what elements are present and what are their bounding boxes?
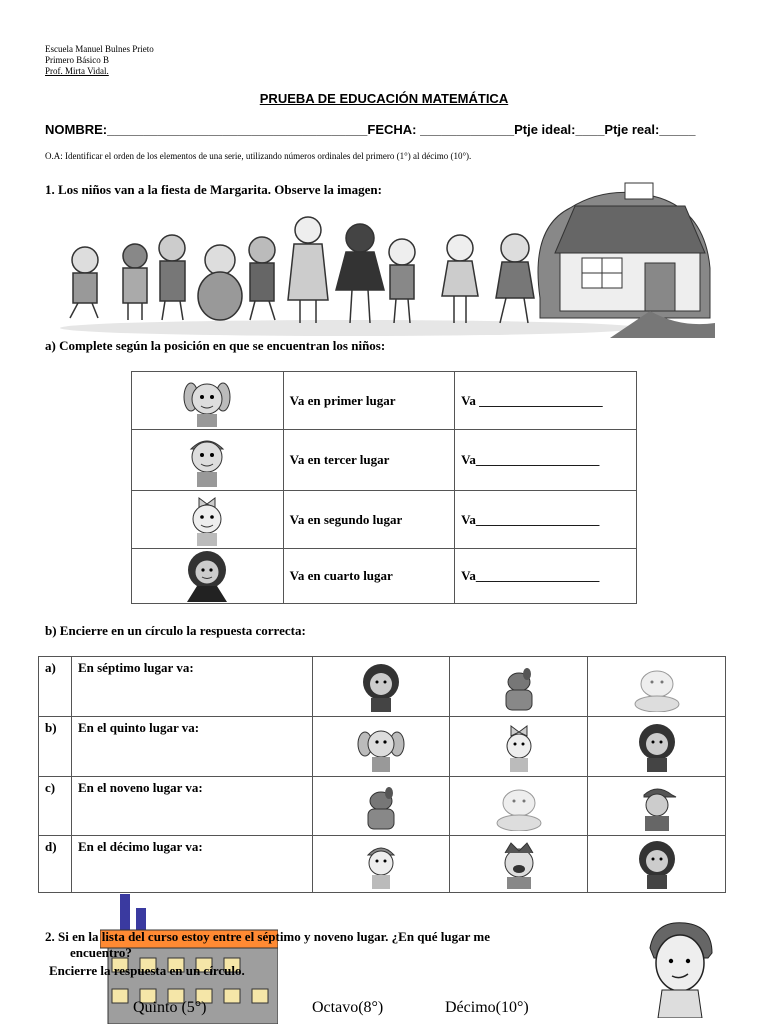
grandpa-icon <box>627 662 687 712</box>
row-letter: b) <box>39 717 72 777</box>
girl-curly-icon <box>632 722 682 772</box>
option-choice[interactable] <box>588 657 726 717</box>
option-choice[interactable] <box>588 836 726 893</box>
option-choice[interactable] <box>450 657 588 717</box>
table-cell-picture <box>132 372 284 430</box>
part-a-instruction: a) Complete según la posición en que se encuentran los niños: <box>45 338 386 353</box>
answer-field[interactable]: Va___________________ <box>455 491 637 549</box>
option-choice[interactable] <box>450 836 588 893</box>
option-choice[interactable] <box>312 777 450 836</box>
kid-2 <box>123 244 147 320</box>
dog-icon <box>356 781 406 831</box>
teacher-name: Prof. Mirta Vidal. <box>45 66 109 76</box>
learning-objective: O.A: Identificar el orden de los elementos de una serie, utilizando números ordinales del primero (1°) al décimo (10°). <box>45 151 472 161</box>
kid-laughing-icon <box>489 839 549 889</box>
table-cell-picture <box>132 549 284 604</box>
question-2-line1: 2. Si en la lista del curso estoy entre el séptimo y noveno lugar. ¿En qué lugar me <box>45 929 491 944</box>
multiple-choice-table <box>38 656 726 893</box>
option-decimo[interactable]: Décimo(10°) <box>445 999 529 1016</box>
dog-icon <box>494 662 544 712</box>
name-date-score-line[interactable]: NOMBRE:____________________________________FECHA: _____________Ptje ideal:____Ptje real:_____ <box>45 122 696 137</box>
kid-1 <box>70 247 98 318</box>
girl-curly-icon <box>632 839 682 889</box>
kids-row <box>70 217 534 323</box>
girl-bow-icon <box>132 494 283 546</box>
row-letter: a) <box>39 657 72 717</box>
table-row <box>39 777 726 836</box>
kid-10 <box>496 234 534 323</box>
table-row <box>39 657 726 717</box>
school-name: Escuela Manuel Bulnes Prieto <box>45 44 154 54</box>
option-choice[interactable] <box>588 717 726 777</box>
thinking-boy-illustration <box>640 918 720 1018</box>
answer-field[interactable]: Va ___________________ <box>455 372 637 430</box>
girl-pigtails-icon <box>351 722 411 772</box>
grandpa-icon <box>489 781 549 831</box>
kid-4 <box>198 245 242 320</box>
table-cell-label: Va en primer lugar <box>283 372 454 430</box>
option-choice[interactable] <box>312 836 450 893</box>
row-question: En el noveno lugar va: <box>71 777 312 836</box>
question-2-instruction: Encierre la respuesta en un círculo. <box>49 963 245 978</box>
option-choice[interactable] <box>312 717 450 777</box>
grade-label: Primero Básico B <box>45 55 109 65</box>
page-title: PRUEBA DE EDUCACIÓN MATEMÁTICA <box>259 91 509 106</box>
row-question: En el quinto lugar va: <box>71 717 312 777</box>
position-table <box>131 371 637 604</box>
kids-party-illustration <box>50 178 715 338</box>
boy-cap-icon <box>632 781 682 831</box>
option-octavo[interactable]: Octavo(8°) <box>312 999 384 1016</box>
girl-pigtails-icon <box>132 375 283 427</box>
table-cell-picture <box>132 491 284 549</box>
option-choice[interactable] <box>312 657 450 717</box>
question-2-text <box>45 929 633 945</box>
kid-5 <box>249 237 275 320</box>
girl-curly-icon <box>356 662 406 712</box>
table-row <box>132 430 637 491</box>
kid-7 <box>336 224 384 323</box>
table-cell-label: Va en tercer lugar <box>283 430 454 491</box>
answer-field[interactable]: Va___________________ <box>455 549 637 604</box>
boy-icon <box>356 839 406 889</box>
option-choice[interactable] <box>450 777 588 836</box>
question-1-text: 1. Los niños van a la fiesta de Margarita. Observe la imagen: <box>45 182 382 197</box>
kid-8 <box>389 239 415 323</box>
table-cell-picture <box>132 430 284 491</box>
girl-curly-icon <box>132 550 283 602</box>
part-b-instruction: b) Encierre en un círculo la respuesta correcta: <box>45 623 306 638</box>
option-quinto[interactable]: Quinto (5°) <box>133 999 207 1016</box>
option-choice[interactable] <box>450 717 588 777</box>
table-cell-label: Va en cuarto lugar <box>283 549 454 604</box>
table-cell-label: Va en segundo lugar <box>283 491 454 549</box>
boy-icon <box>132 433 283 487</box>
row-letter: c) <box>39 777 72 836</box>
house-icon <box>538 183 715 338</box>
option-choice[interactable] <box>588 777 726 836</box>
girl-bow-icon <box>494 722 544 772</box>
row-question: En el décimo lugar va: <box>71 836 312 893</box>
question-2-line2: encuentro? <box>70 945 132 960</box>
kid-3 <box>159 235 185 320</box>
table-row <box>132 549 637 604</box>
table-row <box>132 372 637 430</box>
table-row <box>132 491 637 549</box>
kid-9 <box>442 235 478 323</box>
row-letter: d) <box>39 836 72 893</box>
table-row <box>39 836 726 893</box>
row-question: En séptimo lugar va: <box>71 657 312 717</box>
table-row <box>39 717 726 777</box>
kid-6 <box>288 217 328 323</box>
answer-field[interactable]: Va___________________ <box>455 430 637 491</box>
